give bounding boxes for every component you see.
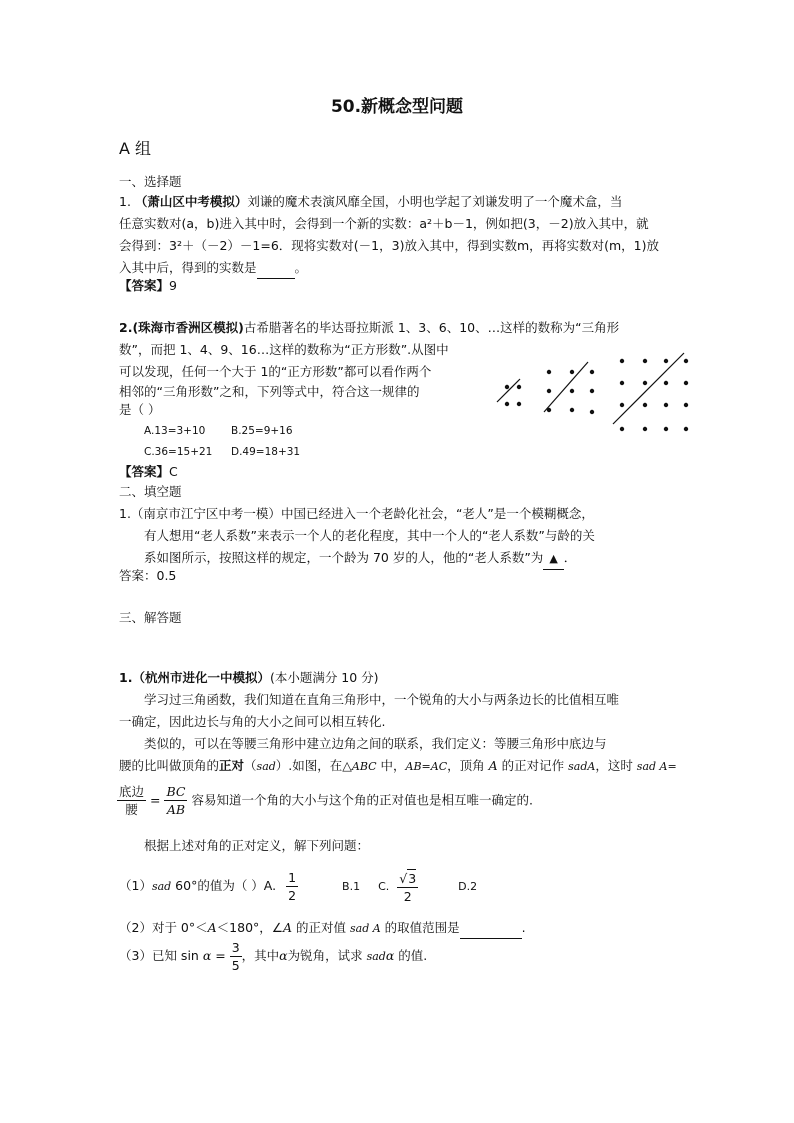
q1-source: （萧山区中考模拟） (134, 194, 248, 209)
q2-line-5: 是（ ） (119, 402, 161, 417)
answer-value: 9 (169, 278, 177, 293)
q1-text-4: 入其中后，得到的实数是 (119, 260, 257, 275)
q1-text-1: 刘谦的魔术表演风靡全国，小明也学起了刘谦发明了一个魔术盒，当 (247, 194, 623, 209)
text-run: 腰的比叫做顶角的 (119, 758, 220, 773)
q2-line-3: 可以发现，任何一个大于 1的“正方形数”都可以看作两个 (119, 364, 432, 379)
dot (684, 427, 688, 431)
solve-q1-line-1 (119, 668, 379, 688)
equals-sign: = (150, 792, 161, 808)
fraction-denominator: 腰 (125, 802, 138, 817)
solve-q1-points: (本小题满分 10 分) (269, 670, 379, 685)
section-heading-fill: 二、填空题 (119, 484, 182, 499)
fill-q1-answer: 答案：0.5 (119, 568, 177, 583)
text-run: 60°的值为（ ）A. (171, 878, 277, 893)
q2-option-a: A.13=3+10 (144, 425, 206, 437)
solve-q1-para2-line1: 类似的，可以在等腰三角形中建立边角之间的联系，我们定义：等腰三角形中底边与 (144, 736, 607, 751)
q1-answer (119, 276, 177, 296)
text-run: ，顶角 (447, 758, 489, 773)
text-run: = (211, 948, 230, 963)
text-run: ）.如图，在△ (275, 758, 352, 773)
text-run: 中， (376, 758, 406, 773)
fill-q1-line-2: 有人想用“老人系数”来表示一个人的老化程度，其中一个人的“老人系数”与龄的关 (144, 528, 595, 543)
option-d: D.2 (458, 880, 478, 893)
triangular-square-dot-figure (492, 350, 702, 440)
dot (684, 359, 688, 363)
solve-q1-para2-line2 (119, 756, 677, 777)
divider-line (497, 379, 520, 402)
q1-number: 1. (119, 194, 135, 209)
math-sad-a: sad A (349, 922, 381, 935)
sub-question-1 (119, 866, 477, 907)
math-alpha: α (202, 948, 212, 963)
text-run: （1） (119, 878, 152, 893)
fraction-sqrt3-half (397, 869, 418, 905)
page-title: 50.新概念型问题 (330, 97, 464, 117)
fraction-base-over-leg (117, 783, 146, 818)
solve-q1-para1-line1: 学习过三角函数，我们知道在直角三角形中，一个锐角的大小与两条边长的比值相互唯 (144, 692, 620, 707)
dot (684, 381, 688, 385)
option-b: B.1 (342, 880, 361, 893)
solve-q1-number-source: 1.（杭州市进化一中模拟） (119, 670, 270, 685)
dot (643, 427, 647, 431)
text-run: 的值. (394, 948, 428, 963)
dot (643, 359, 647, 363)
solve-q1-para1-line2: 一确定，因此边长与角的大小之间可以相互转化. (119, 714, 386, 729)
figure-4-dots (497, 379, 521, 406)
math-abc: ABC (351, 760, 377, 773)
dot (643, 403, 647, 407)
q1-line-3: 会得到：3²＋（－2）－1=6．现将实数对(－1，3)放入其中，得到实数m，再将实数对(m，1)放 (119, 238, 660, 253)
dot (664, 427, 668, 431)
math-a: A (283, 920, 293, 935)
dot (547, 389, 551, 393)
fraction-numerator: 1 (288, 870, 297, 885)
section-heading-choice: 一、选择题 (119, 174, 182, 189)
text-run: 的正对记作 (497, 758, 569, 773)
math-alpha: α (385, 948, 395, 963)
dot (664, 381, 668, 385)
fill-q1-text-3: 系如图所示，按照这样的规定，一个龄为 70 岁的人，他的“老人系数”为 (144, 550, 544, 565)
math-sad-a-eq: sad A= (636, 760, 677, 773)
answer-blank (460, 918, 522, 939)
fraction-denominator: 2 (288, 888, 297, 903)
dot (590, 389, 594, 393)
fraction-numerator: 底边 (119, 784, 145, 799)
fraction-numerator: √3 (399, 870, 417, 886)
text-run: ，这时 (595, 758, 637, 773)
q2-option-c: C.36=15+21 (144, 446, 213, 458)
figure-16-dots (613, 353, 688, 431)
dot (620, 359, 624, 363)
dot (570, 408, 574, 412)
definition-text: 容易知道一个角的大小与这个角的正对值也是相互唯一确定的. (191, 792, 533, 808)
sub-question-3 (119, 936, 427, 977)
fraction-one-half (286, 869, 298, 904)
solve-q1-para3: 根据上述对角的正对定义，解下列问题： (144, 838, 370, 853)
answer-label: 【答案】 (119, 278, 170, 293)
figure-9-dots (544, 362, 594, 414)
dot (664, 403, 668, 407)
q1-line-2: 任意实数对(a，b)进入其中时，会得到一个新的实数：a²＋b－1，例如把(3，－2)放入其中，就 (119, 216, 649, 231)
dot (664, 359, 668, 363)
text-run: （3）已知 sin (119, 948, 203, 963)
dot (684, 403, 688, 407)
q2-number-source: 2.(珠海市香洲区模拟) (119, 320, 244, 335)
math-sad: sad (366, 950, 386, 963)
dot (517, 402, 521, 406)
answer-label: 【答案】 (119, 464, 170, 479)
text-run: 的取值范围是 (380, 920, 460, 935)
math-ab-ac: AB=AC (405, 760, 448, 773)
fill-q1-line-1 (119, 504, 594, 524)
dot (620, 381, 624, 385)
text-run: ，其中 (241, 948, 280, 963)
answer-value: C (169, 464, 178, 479)
math-a: A (488, 758, 498, 773)
dot (570, 370, 574, 374)
fill-q1-text-1: 中国已经进入一个老龄化社会，“老人”是一个模糊概念， (280, 506, 594, 521)
fill-q1-text-3-end: ． (563, 550, 577, 565)
fraction-numerator: 3 (231, 940, 240, 955)
answer-blank-triangle: ▲ (543, 549, 563, 570)
fraction-bc-over-ab (164, 783, 187, 818)
q2-line-2: 数”，而把 1、4、9、16…这样的数称为“正方形数”.从图中 (119, 342, 449, 357)
fraction-numerator: BC (166, 784, 186, 799)
group-label: A 组 (119, 139, 152, 158)
q2-answer (119, 462, 178, 482)
math-a: A (207, 920, 217, 935)
text-run: （2）对于 0°＜ (119, 920, 208, 935)
dot (620, 403, 624, 407)
dot (505, 402, 509, 406)
fill-q1-line-3 (144, 548, 576, 570)
q2-line-4: 相邻的“三角形数”之和，下列等式中，符合这一规律的 (119, 384, 420, 399)
text-run: 的正对值 (292, 920, 350, 935)
dot (590, 410, 594, 414)
dot (570, 389, 574, 393)
q2-text-1: 古希腊著名的毕达哥拉斯派 1、3、6、10、…这样的数称为“三角形 (243, 320, 620, 335)
text-run: ＜180°，∠ (216, 920, 283, 935)
text-run: （ (244, 758, 257, 773)
q2-line-1 (119, 318, 619, 338)
solve-q1-definition-line (117, 780, 533, 821)
dot (620, 427, 624, 431)
q2-option-d: D.49=18+31 (231, 446, 301, 458)
defined-term: 正对 (219, 758, 245, 773)
q1-line-1 (119, 192, 622, 212)
dot (547, 370, 551, 374)
fraction-denominator: 5 (231, 958, 240, 973)
option-c: C. (378, 880, 390, 893)
dot (590, 370, 594, 374)
dot (505, 385, 509, 389)
dot (517, 385, 521, 389)
fraction-denominator: 2 (403, 888, 412, 904)
text-run: 为锐角，试求 (287, 948, 367, 963)
divider-line (544, 362, 588, 412)
fill-q1-source: 1.（南京市江宁区中考一模） (119, 506, 281, 521)
math-sad: sad (151, 880, 172, 893)
fraction-three-fifths (230, 939, 242, 974)
math-sad-a: sadA (568, 760, 596, 773)
section-heading-solve: 三、解答题 (119, 610, 182, 625)
divider-line (613, 353, 684, 424)
text-run: . (521, 920, 526, 935)
math-sad: sad (256, 760, 276, 773)
answer-blank (257, 258, 295, 279)
math-alpha: α (279, 948, 288, 963)
dot (643, 381, 647, 385)
q2-option-b: B.25=9+16 (231, 425, 293, 437)
fraction-denominator: AB (166, 802, 186, 817)
q1-text-4-end: 。 (294, 260, 308, 275)
sqrt-radicand: 3 (408, 870, 417, 886)
